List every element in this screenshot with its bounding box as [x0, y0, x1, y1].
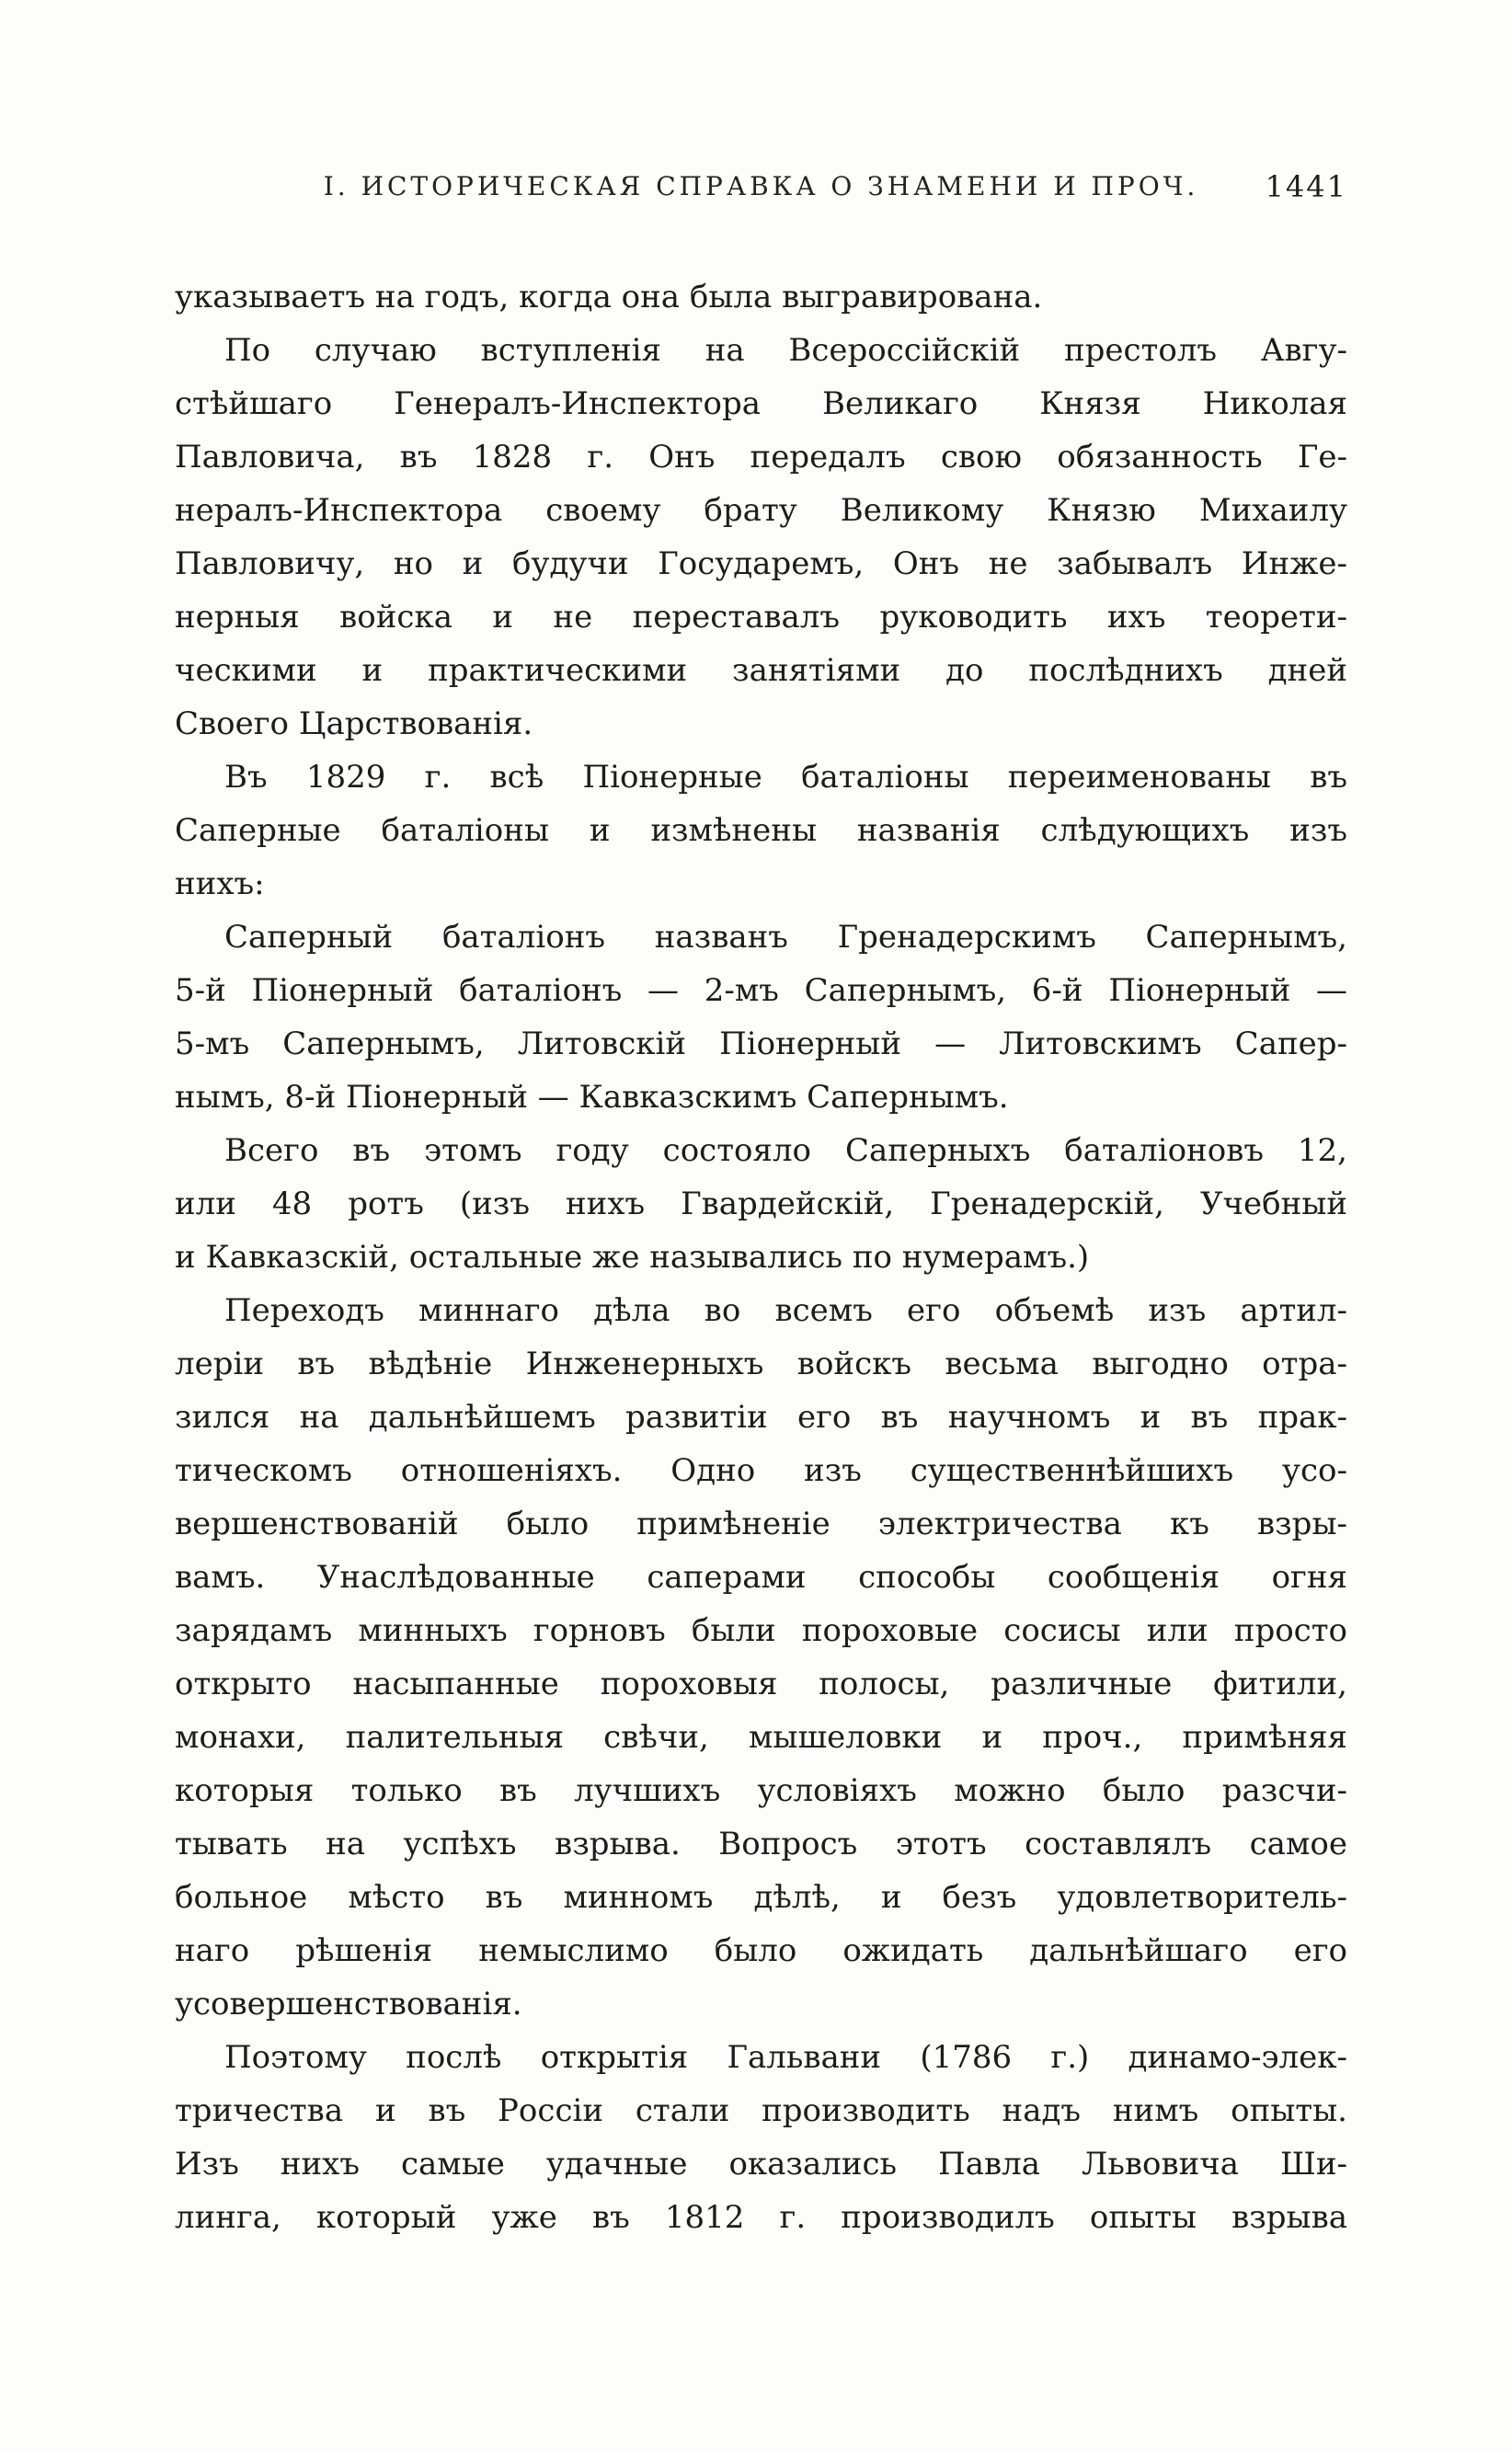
text-line: По случаю вступленія на Всероссійскій престолъ Авгу- [224, 332, 1347, 369]
text-line: Переходъ миннаго дѣла во всемъ его объемѣ изъ артил- [224, 1292, 1347, 1329]
text-line: Саперный баталіонъ названъ Гренадерскимъ Сапернымъ, [224, 919, 1347, 956]
text-line: указываетъ на годъ, когда она была выгравирована. [175, 279, 1043, 315]
text-line: Всего въ этомъ году состояло Саперныхъ баталіоновъ 12, [224, 1132, 1347, 1169]
text-line: и Кавказскій, остальные же назывались по нумерамъ.) [175, 1239, 1090, 1276]
text-line: тричества и въ Россіи стали производить надъ нимъ опыты. [175, 2092, 1347, 2129]
text-line: нерныя войска и не переставалъ руководить ихъ теорети- [175, 599, 1347, 636]
text-line: 5-мъ Сапернымъ, Литовскій Піонерный — Литовскимъ Сапер- [175, 1025, 1347, 1062]
text-line: стѣйшаго Генералъ-Инспектора Великаго Князя Николая [175, 385, 1347, 422]
text-line: Саперные баталіоны и измѣнены названія слѣдующихъ изъ [175, 812, 1347, 849]
page-header [175, 171, 1347, 212]
text-line: Въ 1829 г. всѣ Піонерные баталіоны переименованы въ [224, 759, 1347, 796]
text-block [175, 270, 1347, 2244]
text-line: Павловича, въ 1828 г. Онъ передалъ свою обязанность Ге- [175, 439, 1347, 476]
text-line: монахи, палительныя свѣчи, мышеловки и проч., примѣняя [175, 1719, 1347, 1756]
text-line: которыя только въ лучшихъ условіяхъ можно было разсчи- [175, 1772, 1347, 1809]
text-line: зарядамъ минныхъ горновъ были пороховые сосисы или просто [175, 1612, 1347, 1649]
text-line: нихъ: [175, 865, 265, 902]
text-line: открыто насыпанные пороховыя полосы, различные фитили, [175, 1666, 1347, 1702]
text-line: линга, который уже въ 1812 г. производилъ опыты взрыва [175, 2199, 1347, 2236]
text-line: вершенствованій было примѣненіе электричества къ взры- [175, 1506, 1347, 1542]
text-line: Павловичу, но и будучи Государемъ, Онъ не забывалъ Инже- [175, 545, 1347, 582]
text-line: зился на дальнѣйшемъ развитіи его въ научномъ и въ прак- [175, 1399, 1347, 1436]
text-line: тическомъ отношеніяхъ. Одно изъ существеннѣйшихъ усо- [175, 1452, 1347, 1489]
text-line: Поэтому послѣ открытія Гальвани (1786 г.) динамо-элек- [224, 2039, 1347, 2076]
text-line: Изъ нихъ самые удачные оказались Павла Львовича Ши- [175, 2146, 1347, 2183]
text-line: леріи въ вѣдѣніе Инженерныхъ войскъ весьма выгодно отра- [175, 1346, 1347, 1382]
text-line: или 48 ротъ (изъ нихъ Гвардейскій, Гренадерскій, Учебный [175, 1186, 1347, 1222]
text-line: 5-й Піонерный баталіонъ — 2-мъ Сапернымъ, 6-й Піонерный — [175, 972, 1347, 1009]
text-line: ческими и практическими занятіями до послѣднихъ дней [175, 652, 1347, 689]
text-line: вамъ. Унаслѣдованные саперами способы сообщенія огня [175, 1559, 1347, 1596]
text-line: наго рѣшенія немыслимо было ожидать дальнѣйшаго его [175, 1932, 1347, 1969]
page-number: 1441 [1265, 169, 1347, 204]
text-line: Своего Царствованія. [175, 705, 533, 742]
text-line: нымъ, 8-й Піонерный — Кавказскимъ Сапернымъ. [175, 1079, 1009, 1116]
text-line: тывать на успѣхъ взрыва. Вопросъ этотъ составлялъ самое [175, 1826, 1347, 1862]
text-line: усовершенствованія. [175, 1986, 522, 2022]
running-title: I. ИСТОРИЧЕСКАЯ СПРАВКА О ЗНАМЕНИ И ПРОЧ. [323, 171, 1199, 201]
text-line: нералъ-Инспектора своему брату Великому Князю Михаилу [175, 492, 1347, 529]
text-line: больное мѣсто въ минномъ дѣлѣ, и безъ удовлетворитель- [175, 1879, 1347, 1916]
